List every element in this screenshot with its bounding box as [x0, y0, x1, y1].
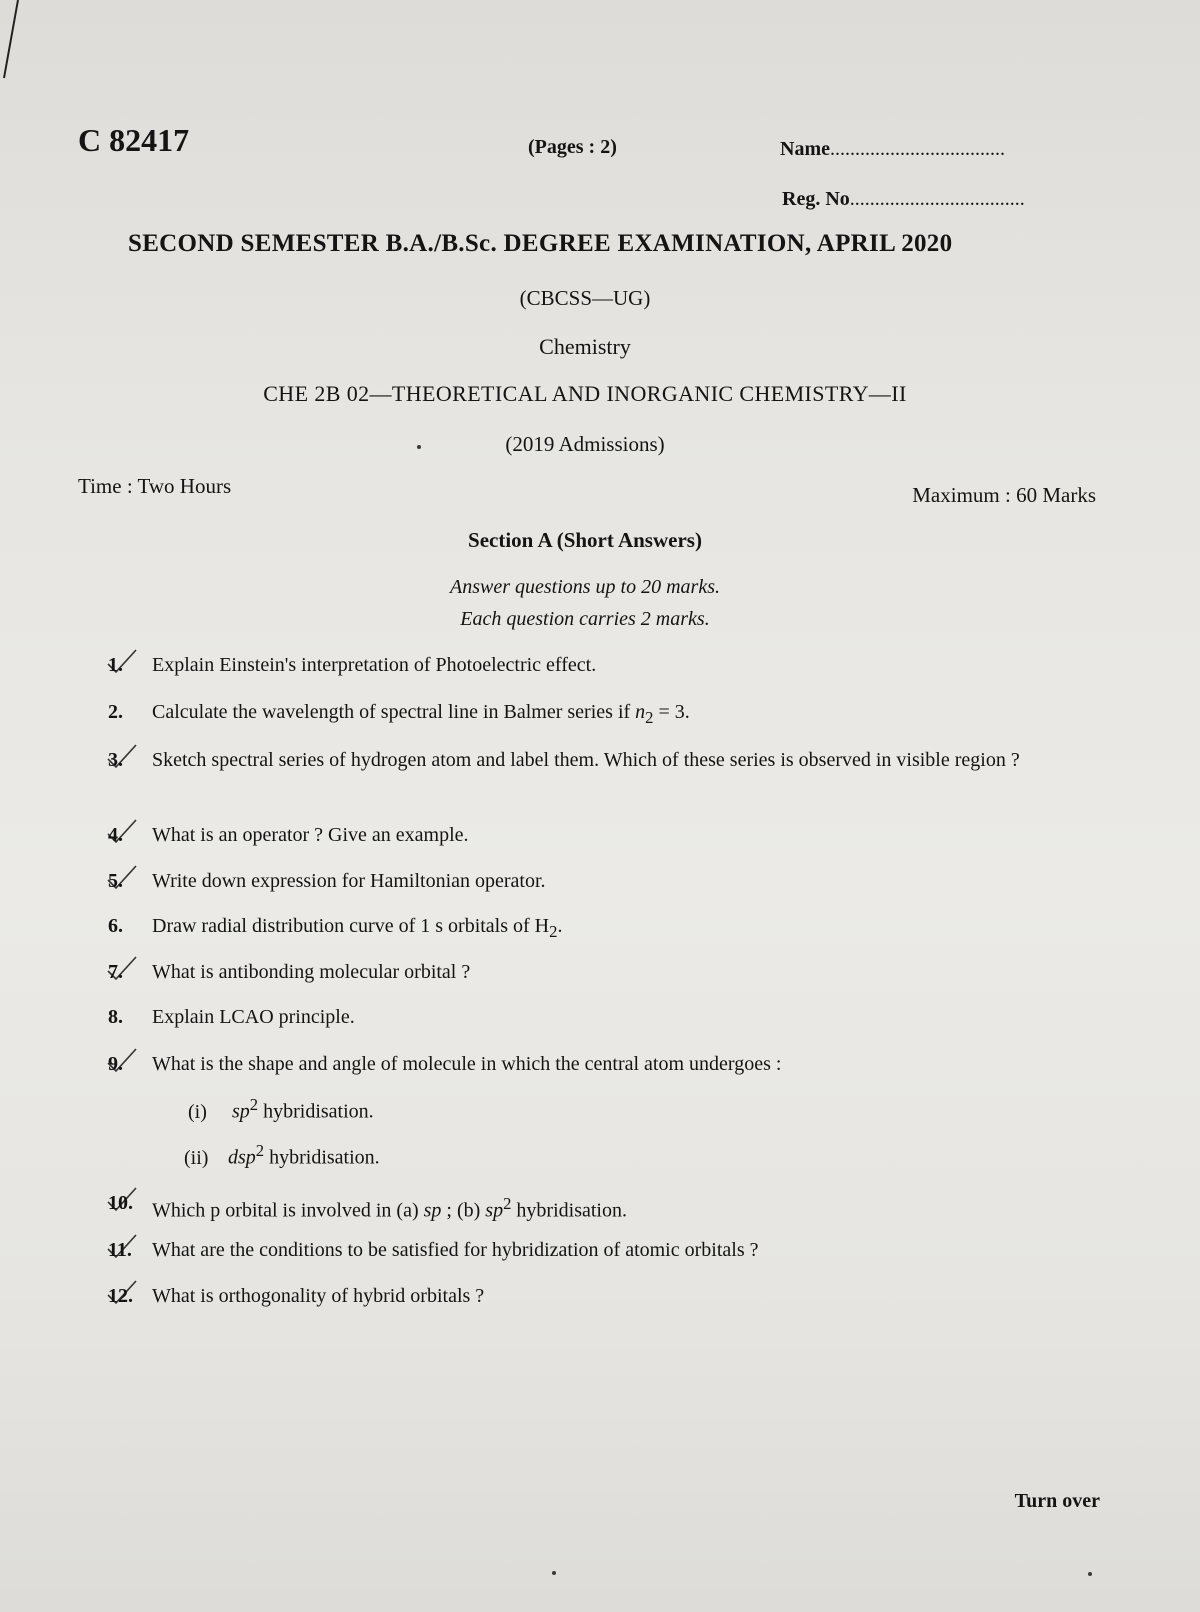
question-text: What is orthogonality of hybrid orbitals ?: [152, 1285, 485, 1307]
question-text: What are the conditions to be satisfied for hybridization of atomic orbitals ?: [152, 1239, 759, 1261]
question-number: 6.: [108, 915, 123, 937]
question-text: Which p orbital is involved in (a) sp ; (b) $sp^2$ hybridisation.: [152, 1194, 627, 1222]
question-text: Explain LCAO principle.: [152, 1006, 355, 1028]
question-text: What is the shape and angle of molecule in which the central atom undergoes :: [152, 1053, 782, 1075]
question-subpart: (ii) dsp$^2$ hybridisation.: [184, 1141, 380, 1169]
question-number: 12.: [108, 1285, 133, 1307]
reg-no-dots: ...................................: [849, 188, 1025, 210]
paper-code: C 82417: [78, 122, 190, 158]
reg-no-label: Reg. No: [782, 188, 850, 210]
exam-title: SECOND SEMESTER B.A./B.Sc. DEGREE EXAMINATION, APRIL 2020: [128, 230, 953, 257]
question-number: 8.: [108, 1006, 123, 1028]
section-title: Section A (Short Answers): [468, 528, 702, 552]
question-number: 1.: [108, 654, 123, 676]
question-text: Sketch spectral series of hydrogen atom and label them. Which of these series is observed in visible region ?: [152, 749, 1020, 771]
question-text: What is antibonding molecular orbital ?: [152, 961, 471, 983]
paper-speck: [552, 1571, 556, 1575]
paper-speck: [1088, 1572, 1092, 1576]
exam-scheme: (CBCSS—UG): [519, 286, 651, 310]
maximum-marks: Maximum : 60 Marks: [912, 483, 1096, 507]
name-dots: ...................................: [829, 138, 1005, 160]
paper-speck: [417, 445, 421, 449]
section-instruction-2: Each question carries 2 marks.: [460, 608, 710, 630]
paper-edge-mark: [0, 0, 30, 80]
question-text: What is an operator ? Give an example.: [152, 824, 469, 846]
question-number: 7.: [108, 961, 123, 983]
question-number: 5.: [108, 870, 123, 892]
name-label: Name: [780, 138, 830, 160]
question-subpart: (i) $sp^2$ hybridisation.: [188, 1095, 374, 1123]
section-instruction-1: Answer questions up to 20 marks.: [450, 576, 720, 598]
time-allowed: Time : Two Hours: [78, 474, 232, 498]
turn-over-note: Turn over: [1014, 1490, 1100, 1512]
page-count: (Pages : 2): [528, 136, 617, 158]
course-title: CHE 2B 02—THEORETICAL AND INORGANIC CHEMISTRY—II: [263, 381, 907, 406]
subpart-label: (i): [188, 1100, 207, 1123]
question-number: 2.: [108, 701, 123, 723]
admission-year: (2019 Admissions): [505, 432, 665, 456]
question-number: 11.: [108, 1239, 132, 1261]
name-field: [780, 138, 1005, 161]
question-number: 9.: [108, 1053, 123, 1075]
reg-no-field: [782, 188, 1025, 211]
question-text: Calculate the wavelength of spectral line in Balmer series if $n_2 = 3$.: [152, 701, 690, 727]
exam-subject: Chemistry: [539, 334, 631, 359]
question-number: 3.: [108, 749, 123, 771]
question-text: Write down expression for Hamiltonian operator.: [152, 870, 546, 892]
question-text: Draw radial distribution curve of 1 s orbitals of $H_2$.: [152, 915, 563, 941]
question-number: 4.: [108, 824, 123, 846]
question-number: 10.: [108, 1192, 133, 1214]
question-text: Explain Einstein's interpretation of Photoelectric effect.: [152, 654, 597, 676]
subpart-label: (ii): [184, 1146, 209, 1169]
